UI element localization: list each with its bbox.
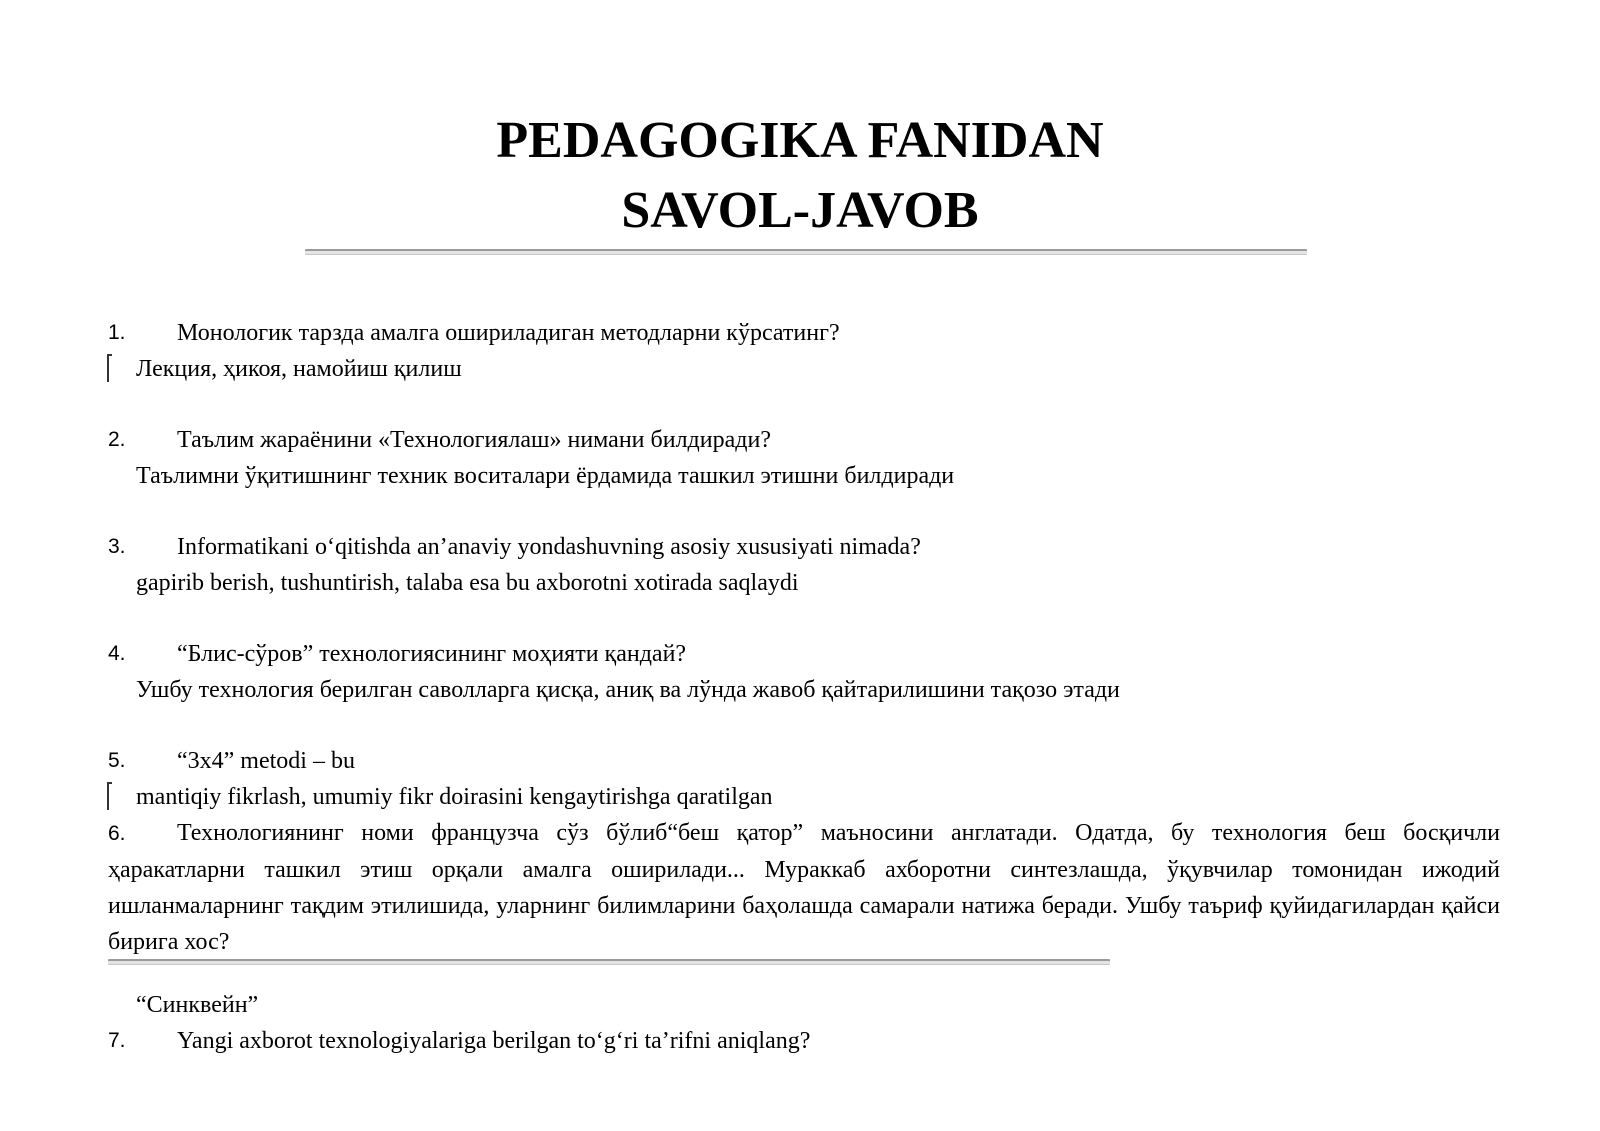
title-divider — [305, 249, 1307, 255]
question-5-text: “3x4” metodi – bu — [177, 748, 355, 774]
section-divider — [108, 959, 1110, 965]
question-2-text: Таълим жараёнини «Технологиялаш» нимани билдиради? — [177, 427, 771, 453]
text-cursor-marker — [107, 782, 109, 810]
question-4-answer: Ушбу технология берилган саволларга қисқа, аниқ ва лўнда жавоб қайтарилишини тақозо этади — [136, 677, 1120, 703]
document-title-line-2: SAVOL-JAVOB — [621, 182, 979, 239]
question-6-number: 6. — [108, 822, 126, 845]
question-1-number: 1. — [108, 321, 126, 344]
question-2-number: 2. — [108, 428, 126, 451]
question-4-number: 4. — [108, 642, 126, 665]
document-title-line-1: PEDAGOGIKA FANIDAN — [496, 112, 1104, 169]
question-3-answer: gapirib berish, tushuntirish, talaba esa bu axborotni xotirada saqlaydi — [136, 570, 799, 596]
question-2-answer: Таълимни ўқитишнинг техник воситалари ёрдамида ташкил этишни билдиради — [136, 463, 955, 489]
question-5-answer: mantiqiy fikrlash, umumiy fikr doirasini kengaytirishga qaratilgan — [136, 784, 773, 810]
question-7-number: 7. — [108, 1029, 126, 1052]
question-4-text: “Блис-сўров” технологиясининг моҳияти қандай? — [177, 641, 687, 667]
question-7-text: Yangi axborot texnologiyalariga berilgan to‘g‘ri ta’rifni aniqlang? — [177, 1028, 811, 1054]
question-3-text: Informatikani o‘qitishda an’anaviy yondashuvning asosiy xususiyati nimada? — [177, 534, 921, 560]
question-6-text: Технологиянинг номи французча сўз бўлиб“беш қатор” маъносини англатади. Одатда, бу технология беш босқичли ҳаракатларни ташкил этиш орқали амалга оширилади... Мураккаб ахборотни синтезлашда, ўқувчилар томонидан ижодий ишланмаларнинг тақдим этилишида, уларнинг билимларини баҳолашда самарали натижа беради. Ушбу таъриф қуйидагилардан қайси бирига хос? — [108, 820, 1500, 955]
text-cursor-marker — [107, 354, 109, 382]
question-3-number: 3. — [108, 535, 126, 558]
question-1-answer: Лекция, ҳикоя, намойиш қилиш — [136, 356, 462, 382]
question-6-answer: “Синквейн” — [136, 992, 259, 1018]
question-1-text: Монологик тарзда амалга ошириладиган методларни кўрсатинг? — [177, 320, 840, 346]
question-6-paragraph — [108, 815, 1500, 960]
question-5-number: 5. — [108, 749, 126, 772]
